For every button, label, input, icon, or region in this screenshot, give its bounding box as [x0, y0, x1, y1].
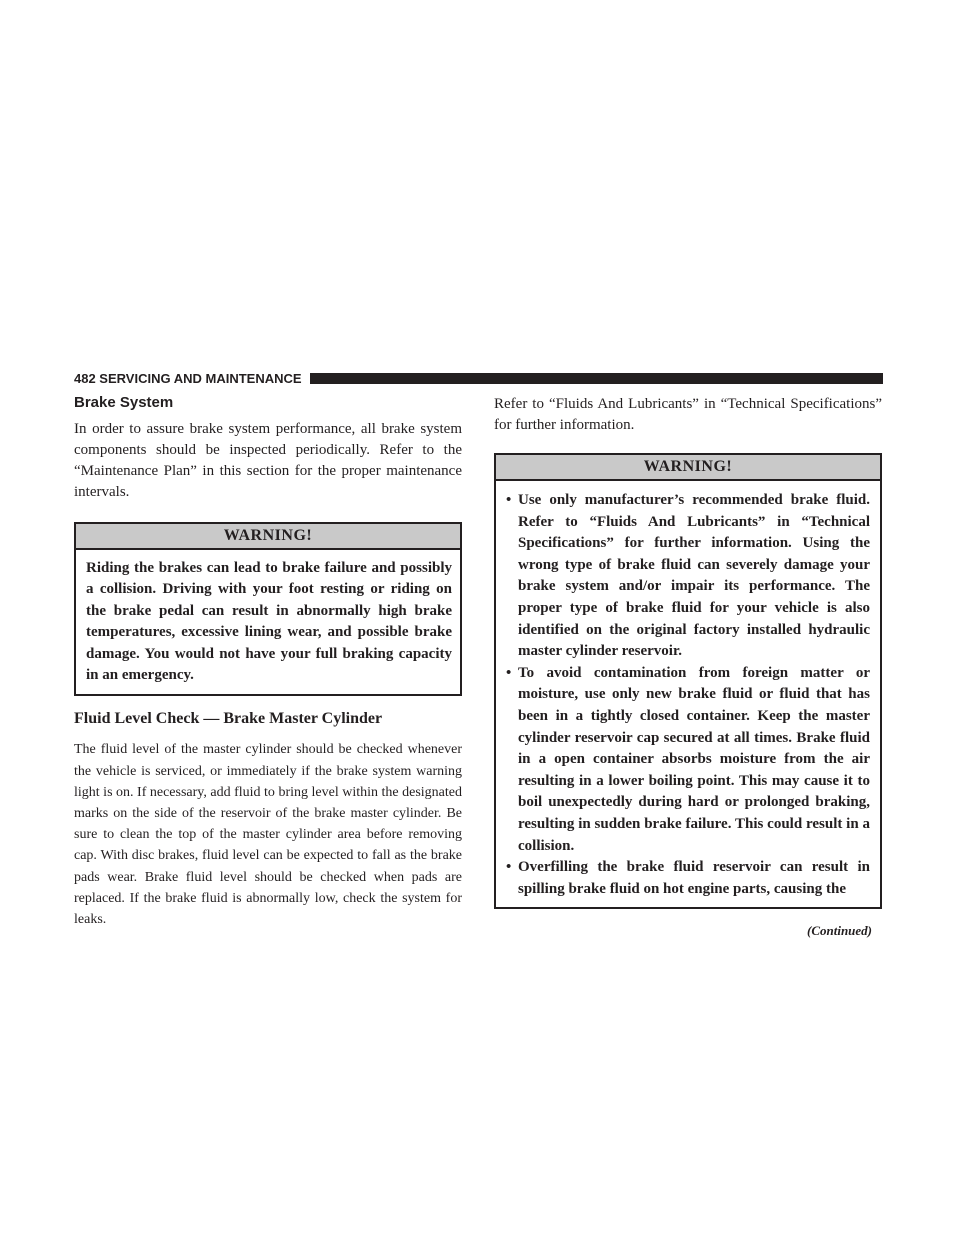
- warning-item-text: Overfilling the brake fluid reservoir can result in spilling brake fluid on hot engine parts, causing the: [518, 859, 870, 897]
- page-header: [74, 371, 883, 385]
- header-rule: [310, 373, 883, 384]
- warning-list-item: [506, 490, 870, 663]
- warning-heading: WARNING!: [496, 455, 880, 481]
- warning-text: Riding the brakes can lead to brake failure and possibly a collision. Driving with your foot resting or riding on the brake pedal can result in abnormally high brake temperatures, excessive lining wear, and possible brake damage. You would not have your full braking capacity in an emergency.: [86, 560, 452, 684]
- subsection-text: The fluid level of the master cylinder should be checked whenever the vehicle is serviced, or immediately if the brake system warning light is on. If necessary, add fluid to bring level within the designated marks on the side of the reservoir of the brake master cylinder. Be sure to clean the top of the master cylinder area before removing cap. With disc brakes, fluid level can be expected to fall as the brake pads wear. Brake fluid level should be checked when pads are replaced. If the brake fluid is abnormally low, check the system for leaks.: [74, 742, 462, 928]
- warning-box-left: [74, 522, 462, 696]
- warning-box-right: [494, 453, 882, 909]
- warning-heading: WARNING!: [76, 524, 460, 550]
- right-intro: Refer to “Fluids And Lubricants” in “Technical Specifications” for further information.: [494, 396, 882, 433]
- warning-list-item: [506, 663, 870, 857]
- bullet-icon: •: [506, 492, 512, 508]
- left-column: [74, 394, 462, 930]
- right-column: [494, 394, 882, 939]
- section-intro: In order to assure brake system performance, all brake system components should be inspected periodically. Refer to the “Maintenance Plan” in this section for the proper maintenance intervals.: [74, 421, 462, 500]
- bullet-icon: •: [506, 664, 512, 681]
- subsection-title: Fluid Level Check — Brake Master Cylinder: [74, 710, 383, 728]
- section-title: Brake System: [74, 394, 174, 411]
- warning-list: [496, 481, 880, 907]
- warning-item-text: To avoid contamination from foreign matter or moisture, use only new brake fluid or fluid that has been in a tightly closed container. Keep the master cylinder reservoir cap secured at all times. Brake fluid in a open container absorbs moisture from the air resulting in a lower boiling point. This may cause it to boil unexpectedly during hard or prolonged braking, resulting in sudden brake failure. This could result in a collision.: [518, 664, 870, 854]
- warning-item-text: Use only manufacturer’s recommended brake fluid. Refer to “Fluids And Lubricants” in “Technical Specifications” for further information. Using the wrong type of brake fluid can severely damage your brake system and/or impair its performance. The proper type of brake fluid for your vehicle is also identified on the original factory installed hydraulic master cylinder reservoir.: [518, 492, 870, 660]
- page-header-label: 482 SERVICING AND MAINTENANCE: [74, 370, 302, 386]
- continued-note: (Continued): [806, 923, 872, 939]
- bullet-icon: •: [506, 859, 512, 876]
- warning-list-item: [506, 857, 870, 900]
